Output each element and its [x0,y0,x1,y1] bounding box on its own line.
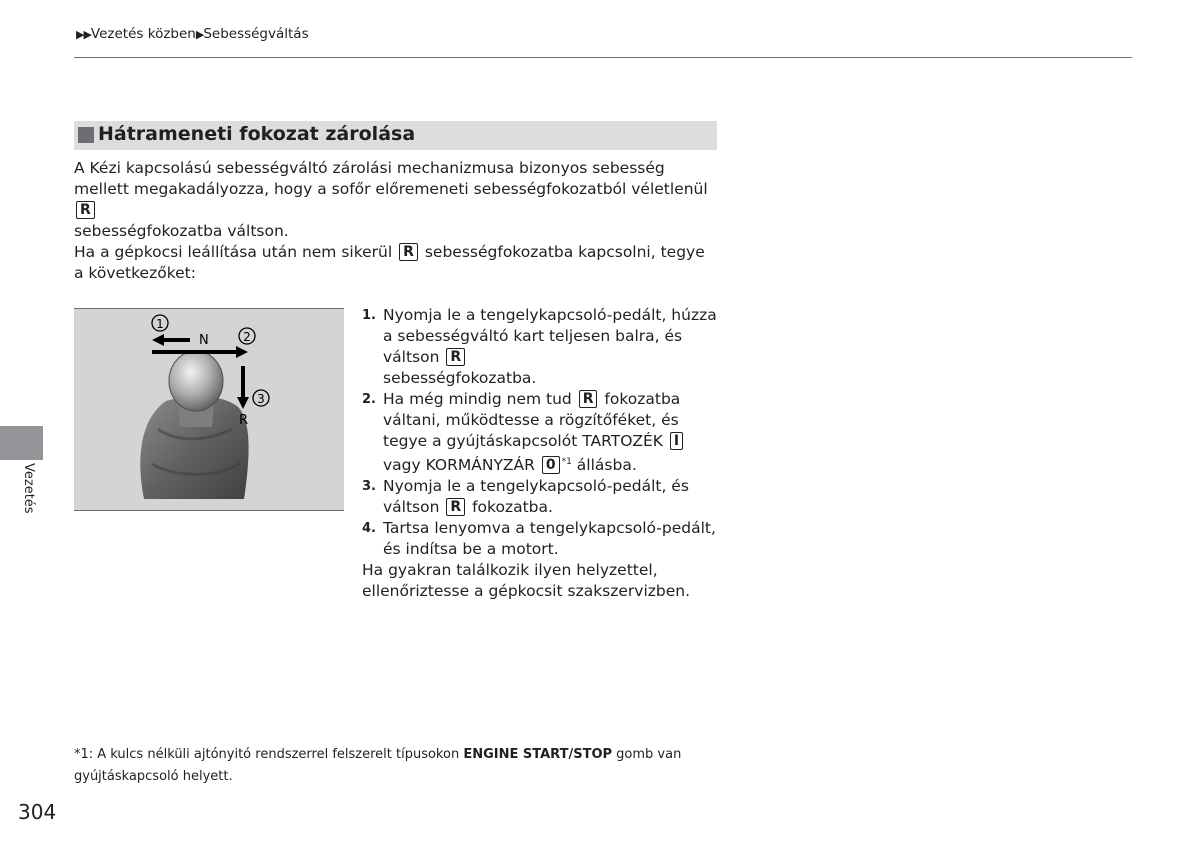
gear-shift-drawing [74,309,344,510]
step-item [362,389,722,476]
breadcrumb-arrow-icon: ▶ [195,28,204,41]
mark-2: 2 [243,330,251,344]
chapter-label: Vezetés [21,463,36,514]
lead-paragraph [74,242,714,284]
header-rule [74,57,1132,58]
arrow-right-head [236,346,248,358]
step-number: 4. [362,521,376,536]
intro-text: A Kézi kapcsolású sebességváltó zárolási mechanizmusa bizonyos sebesség mellett megakadályozza, hogy a sofőr előremeneti sebességfokozatból véletlenül [74,159,708,198]
neutral-label: N [199,333,209,348]
gear-key-r: R [446,348,465,366]
gear-key-r: R [76,201,95,219]
lead-text: Ha a gépkocsi leállítása után nem sikerül [74,243,393,261]
arrow-left-head [152,334,164,346]
breadcrumb-item: Sebességváltás [203,26,309,42]
shift-knob [169,351,223,411]
mark-1: 1 [156,317,164,331]
step-text: Ha még mindig nem tud [383,390,572,408]
step-text: Tartsa lenyomva a tengelykapcsoló-pedált, és indítsa be a motort. [383,519,716,558]
advice-paragraph: Ha gyakran találkozik ilyen helyzettel, ellenőriztesse a gépkocsit szakszervizben. [362,561,691,600]
footnote-ref: *1 [561,457,572,467]
footnote-bold-text: ENGINE START/STOP [463,747,613,762]
step-number: 2. [362,392,376,407]
ignition-key-0: 0 [542,456,560,474]
intro-paragraph [74,158,714,242]
gear-shift-illustration [74,308,344,511]
ignition-key-i: I [670,432,683,450]
step-number: 1. [362,308,376,323]
gear-key-r: R [399,243,418,261]
step-text: vagy KORMÁNYZÁR [383,456,535,474]
arrow-down-head [237,397,249,409]
intro-text: sebességfokozatba váltson. [74,222,289,240]
gear-key-r: R [579,390,598,408]
lead-text: sebességfokozatba kapcsolni, tegye a következőket: [74,243,705,282]
chapter-tab [0,426,43,460]
breadcrumb [76,26,309,42]
step-text: fokozatba váltani, működtesse a rögzítőféket, és tegye a gyújtáskapcsolót TARTOZÉK [383,390,681,450]
steps-list [362,305,722,560]
section-title: Hátrameneti fokozat zárolása [98,123,416,145]
breadcrumb-arrow-icon: ▶▶ [76,28,91,41]
step-text: állásba. [576,456,637,474]
step-text: fokozatba. [472,498,553,516]
gear-key-r: R [446,498,465,516]
step-item [362,518,722,560]
step-text: Nyomja le a tengelykapcsoló-pedált, és váltson [383,477,689,516]
footnote-text: *1: A kulcs nélküli ajtónyitó rendszerrel felszerelt típusokon [74,747,460,762]
step-text: sebességfokozatba. [383,369,537,387]
page-number: 304 [18,800,57,824]
footnote-text: gomb van gyújtáskapcsoló helyett. [74,747,682,784]
section-square-icon [78,127,94,143]
mark-3: 3 [257,392,265,406]
reverse-label: R [239,413,249,428]
step-text: Nyomja le a tengelykapcsoló-pedált, húzza a sebességváltó kart teljesen balra, és váltson [383,306,717,366]
step-number: 3. [362,479,376,494]
section-header [74,121,717,150]
step-item [362,305,722,389]
step-item [362,476,722,518]
breadcrumb-item: Vezetés közben [90,26,196,42]
footnote [74,744,694,788]
